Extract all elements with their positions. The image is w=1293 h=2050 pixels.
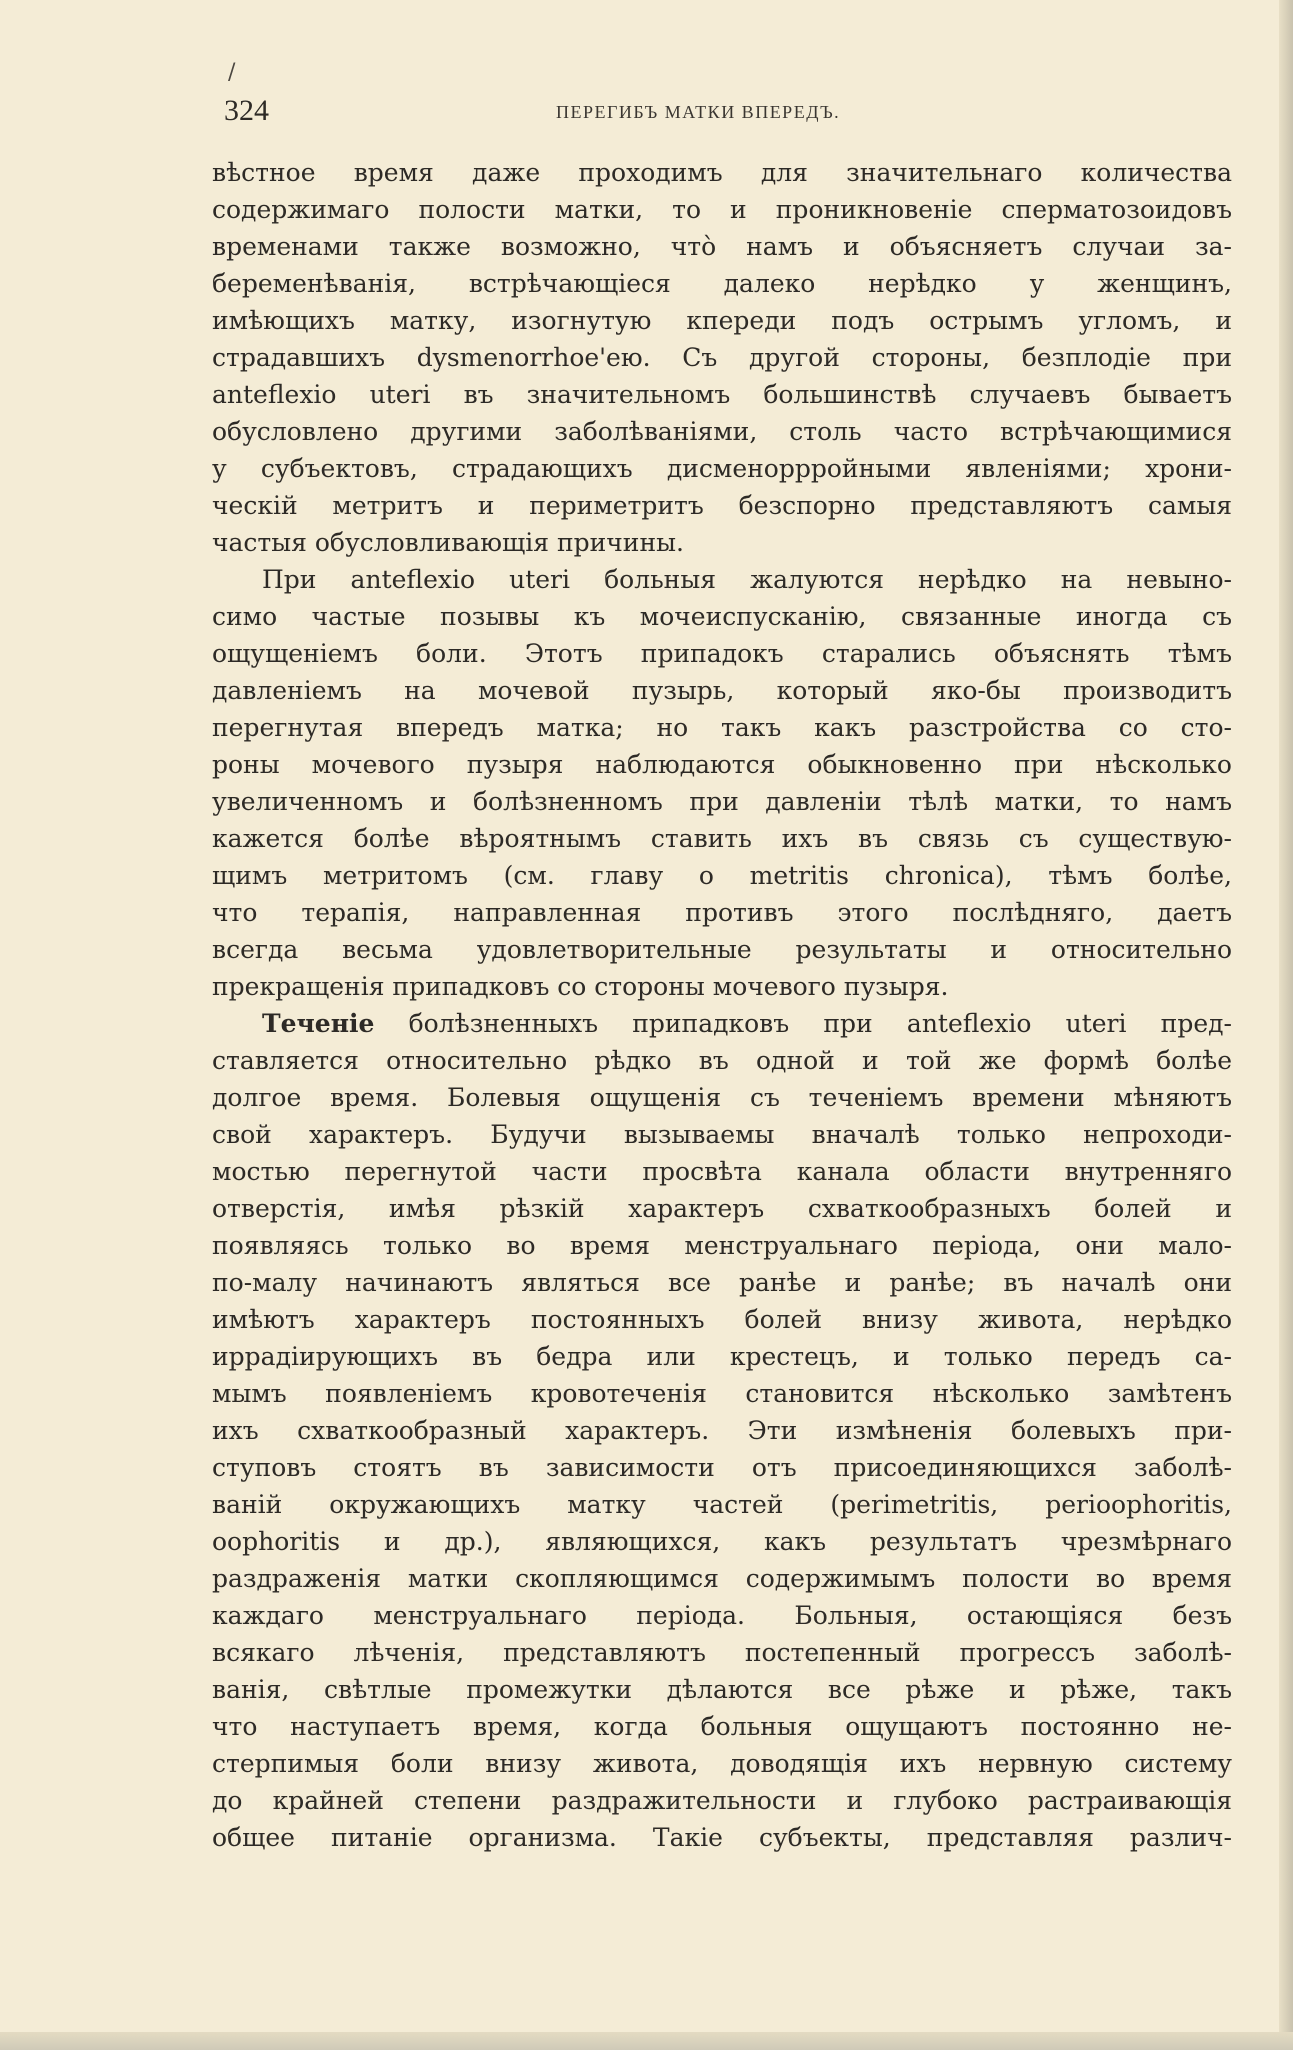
text-line: до крайней степени раздражительности и глубоко растраивающія bbox=[212, 1786, 1232, 1815]
text-line: всегда весьма удовлетворительные результаты и относительно bbox=[212, 935, 1232, 964]
text-line: по-малу начинаютъ являться все ранѣе и ранѣе; въ началѣ они bbox=[212, 1268, 1232, 1297]
text-line: щимъ метритомъ (см. главу о metritis chronica), тѣмъ болѣе, bbox=[212, 861, 1232, 890]
text-line: ванія, свѣтлые промежутки дѣлаются все рѣже и рѣже, такъ bbox=[212, 1675, 1232, 1704]
text-line: перегнутая впередъ матка; но такъ какъ разстройства со сто- bbox=[212, 713, 1232, 742]
text-line: появляясь только во время менструальнаго періода, они мало- bbox=[212, 1231, 1232, 1260]
page-number: 324 bbox=[224, 94, 269, 127]
text-line: oophoritis и др.), являющихся, какъ результатъ чрезмѣрнаго bbox=[212, 1527, 1232, 1556]
text-line: содержимаго полости матки, то и проникновеніе сперматозоидовъ bbox=[212, 195, 1232, 224]
text-line: беременѣванія, встрѣчающіеся далеко нерѣдко у женщинъ, bbox=[212, 269, 1232, 298]
text-line: каждаго менструальнаго періода. Больныя, остающіяся безъ bbox=[212, 1601, 1232, 1630]
text-line: вѣстное время даже проходимъ для значительнаго количества bbox=[212, 158, 1232, 187]
text-line: ставляется относительно рѣдко въ одной и той же формѣ болѣе bbox=[212, 1046, 1232, 1075]
text-line: иррадіирующихъ въ бедра или крестецъ, и только передъ са- bbox=[212, 1342, 1232, 1371]
text-line: частыя обусловливающія причины. bbox=[212, 528, 684, 557]
text-line: что наступаетъ время, когда больныя ощущаютъ постоянно не- bbox=[212, 1712, 1232, 1741]
text-line: увеличенномъ и болѣзненномъ при давленіи тѣлѣ матки, то намъ bbox=[212, 787, 1232, 816]
text-line: ощущеніемъ боли. Этотъ припадокъ старались объяснять тѣмъ bbox=[212, 639, 1232, 668]
page-edge-right bbox=[1279, 0, 1293, 2050]
text-line: всякаго лѣченія, представляютъ постепенный прогрессъ заболѣ- bbox=[212, 1638, 1232, 1667]
text-line: кажется болѣе вѣроятнымъ ставить ихъ въ связь съ существую- bbox=[212, 824, 1232, 853]
page-edge-bottom bbox=[0, 2032, 1293, 2050]
text-line: стерпимыя боли внизу живота, доводящія ихъ нервную систему bbox=[212, 1749, 1232, 1778]
text-line: общее питаніе организма. Такіе субъекты, представляя различ- bbox=[212, 1823, 1232, 1852]
text-line bbox=[212, 1005, 1232, 1042]
text-line: мостью перегнутой части просвѣта канала области внутренняго bbox=[212, 1157, 1232, 1186]
text-line: долгое время. Болевыя ощущенія съ теченіемъ времени мѣняютъ bbox=[212, 1083, 1232, 1112]
text-line: обусловлено другими заболѣваніями, столь часто встрѣчающимися bbox=[212, 417, 1232, 446]
text-line: ступовъ стоятъ въ зависимости отъ присоединяющихся заболѣ- bbox=[212, 1453, 1232, 1482]
text-line: ческій метритъ и периметритъ безспорно представляютъ самыя bbox=[212, 491, 1232, 520]
text-line: симо частые позывы къ мочеиспусканію, связанные иногда съ bbox=[212, 602, 1232, 631]
text-line: ваній окружающихъ матку частей (perimetritis, perioophoritis, bbox=[212, 1490, 1232, 1519]
body-text bbox=[212, 154, 1232, 1856]
text-line: у субъектовъ, страдающихъ дисменоррройными явленіями; хрони- bbox=[212, 454, 1232, 483]
text-line: страдавшихъ dysmenorrhoe'ею. Съ другой стороны, безплодіе при bbox=[212, 343, 1232, 372]
text-line: отверстія, имѣя рѣзкій характеръ схваткообразныхъ болей и bbox=[212, 1194, 1232, 1223]
page-header bbox=[224, 94, 1234, 134]
text-line: имѣютъ характеръ постоянныхъ болей внизу живота, нерѣдко bbox=[212, 1305, 1232, 1334]
text-line: мымъ появленіемъ кровотеченія становится нѣсколько замѣтенъ bbox=[212, 1379, 1232, 1408]
running-title: ПЕРЕГИБЪ МАТКИ ВПЕРЕДЪ. bbox=[556, 102, 841, 122]
text-line: При anteflexio uteri больныя жалуются нерѣдко на невыно- bbox=[262, 565, 1232, 594]
text-line: имѣющихъ матку, изогнутую кпереди подъ острымъ угломъ, и bbox=[212, 306, 1232, 335]
text-line: прекращенія припадковъ со стороны мочевого пузыря. bbox=[212, 972, 949, 1001]
text-line: давленіемъ на мочевой пузырь, который яко-бы производитъ bbox=[212, 676, 1232, 705]
text-line-rest: болѣзненныхъ припадковъ при anteflexio uteri пред- bbox=[374, 1009, 1232, 1038]
text-line: временами также возможно, что̀ намъ и объясняетъ случаи за- bbox=[212, 232, 1232, 261]
text-line: что терапія, направленная противъ этого послѣдняго, даетъ bbox=[212, 898, 1232, 927]
text-line: anteflexio uteri въ значительномъ большинствѣ случаевъ бываетъ bbox=[212, 380, 1232, 409]
text-line: ихъ схваткообразный характеръ. Эти измѣненія болевыхъ при- bbox=[212, 1416, 1232, 1445]
text-line: раздраженія матки скопляющимся содержимымъ полости во время bbox=[212, 1564, 1232, 1593]
text-line: свой характеръ. Будучи вызываемы вначалѣ только непроходи- bbox=[212, 1120, 1232, 1149]
run-in-heading: Теченіе bbox=[262, 1009, 375, 1038]
stray-pen-mark: / bbox=[228, 60, 236, 85]
text-line: роны мочевого пузыря наблюдаются обыкновенно при нѣсколько bbox=[212, 750, 1232, 779]
